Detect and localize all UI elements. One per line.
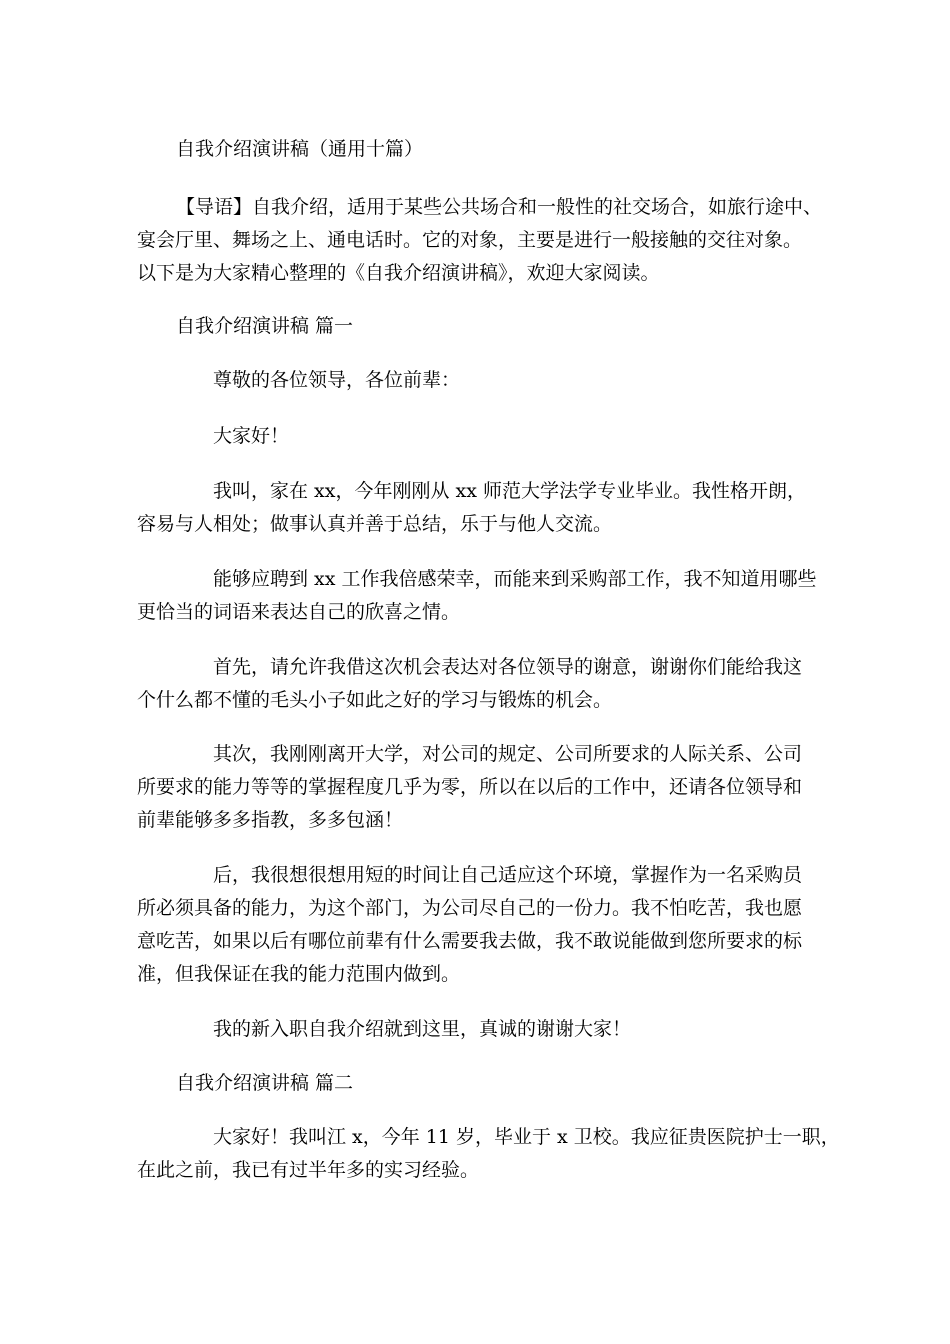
intro-line-2: 宴会厅里、舞场之上、通电话时。它的对象，主要是进行一般接触的交往对象。	[137, 229, 803, 251]
paragraph-line: 容易与人相处；做事认真并善于总结，乐于与他人交流。	[137, 513, 613, 535]
paragraph-line: 准，但我保证在我的能力范围内做到。	[137, 963, 461, 985]
paragraph-line: 在此之前，我已有过半年多的实习经验。	[137, 1159, 480, 1181]
paragraph-line: 所要求的能力等等的掌握程度几乎为零，所以在以后的工作中，还请各位领导和	[137, 776, 803, 798]
paragraph-line: 其次，我刚刚离开大学，对公司的规定、公司所要求的人际关系、公司	[213, 743, 803, 765]
paragraph-line: 首先，请允许我借这次机会表达对各位领导的谢意，谢谢你们能给我这	[213, 656, 803, 678]
paragraph-line: 我叫，家在 xx，今年刚刚从 xx 师范大学法学专业毕业。我性格开朗，	[213, 480, 806, 502]
section-heading-2: 自我介绍演讲稿 篇二	[176, 1072, 354, 1094]
paragraph-line: 大家好！我叫江 x，今年 11 岁，毕业于 x 卫校。我应征贵医院护士一职，	[213, 1126, 840, 1148]
paragraph-line: 个什么都不懂的毛头小子如此之好的学习与锻炼的机会。	[137, 689, 613, 711]
greeting: 大家好！	[213, 425, 290, 447]
paragraph-line: 更恰当的词语来表达自己的欣喜之情。	[137, 601, 461, 623]
intro-line-1: 【导语】自我介绍，适用于某些公共场合和一般性的社交场合，如旅行途中、	[176, 196, 823, 218]
paragraph-line: 所必须具备的能力，为这个部门，为公司尽自己的一份力。我不怕吃苦，我也愿	[137, 897, 803, 919]
paragraph-line: 能够应聘到 xx 工作我倍感荣幸，而能来到采购部工作，我不知道用哪些	[213, 568, 817, 590]
salutation: 尊敬的各位领导，各位前辈：	[213, 369, 461, 391]
paragraph-line: 前辈能够多多指教，多多包涵！	[137, 809, 404, 831]
paragraph-line: 后，我很想很想用短的时间让自己适应这个环境，掌握作为一名采购员	[213, 864, 803, 886]
paragraph-line: 意吃苦，如果以后有哪位前辈有什么需要我去做，我不敢说能做到您所要求的标	[137, 930, 803, 952]
section-heading-1: 自我介绍演讲稿 篇一	[176, 315, 354, 337]
document-title: 自我介绍演讲稿（通用十篇）	[176, 138, 424, 160]
closing-line: 我的新入职自我介绍就到这里，真诚的谢谢大家！	[213, 1018, 632, 1040]
intro-line-3: 以下是为大家精心整理的《自我介绍演讲稿》，欢迎大家阅读。	[137, 262, 660, 284]
